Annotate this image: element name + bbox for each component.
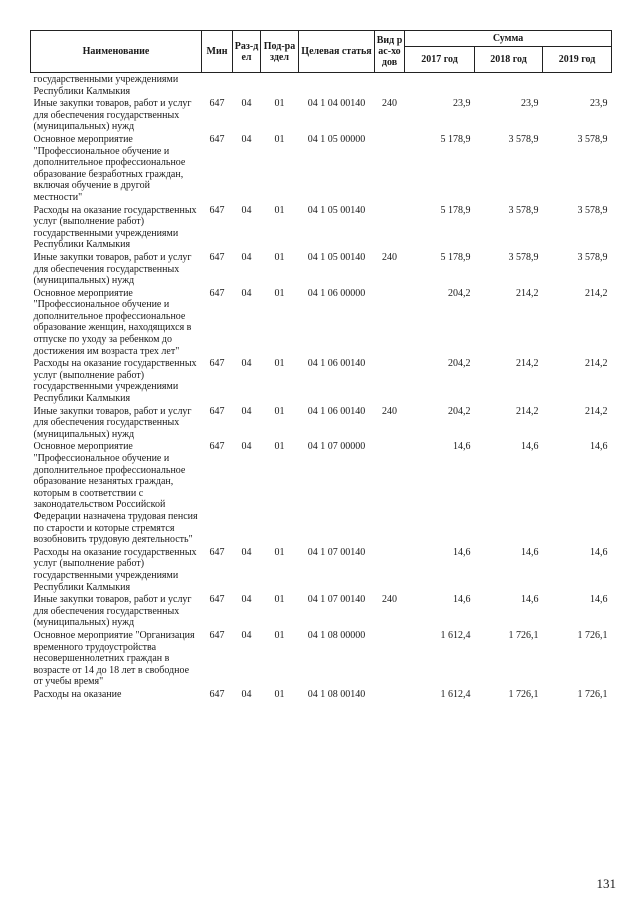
row-razdel: 04: [241, 358, 252, 370]
row-sum-2018: 14,6: [521, 441, 539, 453]
row-sum-2017: 23,9: [453, 98, 471, 110]
row-name: Расходы на оказание государственных услуг (выполнение работ) государственными учреждениями Республики Калмыкия: [33, 358, 197, 405]
row-vid: [375, 688, 405, 701]
row-sum-2018: 1 726,1: [508, 688, 539, 700]
row-sum-2018: 23,9: [521, 98, 539, 110]
table-row: [31, 204, 612, 251]
row-sum-2018: 3 578,9: [508, 204, 539, 216]
header-vid: Вид рас-ходов: [375, 31, 405, 73]
row-min: 647: [209, 98, 225, 110]
row-sum-2019: 14,6: [590, 594, 608, 606]
row-name: Основное мероприятие "Профессиональное обучение и дополнительное профессиональное образование безработных граждан, включая обучение в другой местности": [33, 133, 186, 203]
table-row: [31, 629, 612, 688]
row-sum-2019: 1 726,1: [577, 688, 608, 700]
row-vid: [375, 546, 405, 593]
row-razdel: 04: [241, 251, 252, 263]
row-min: 647: [209, 251, 225, 263]
row-target: 04 1 05 00000: [307, 133, 366, 145]
row-razdel: 04: [241, 688, 252, 700]
row-podrazdel: 01: [274, 688, 285, 700]
row-sum-2018: 1 726,1: [508, 629, 539, 641]
row-target: [299, 73, 375, 98]
table-row: [31, 688, 612, 701]
row-razdel: 04: [241, 441, 252, 453]
row-min: 647: [209, 594, 225, 606]
row-podrazdel: 01: [274, 629, 285, 641]
table-row: [31, 357, 612, 404]
row-sum-2017: 204,2: [448, 405, 471, 417]
row-vid: [375, 357, 405, 404]
row-target: 04 1 08 00140: [307, 688, 366, 700]
row-vid: 240: [382, 251, 397, 263]
row-razdel: 04: [241, 629, 252, 641]
row-razdel: 04: [241, 204, 252, 216]
row-podrazdel: 01: [274, 98, 285, 110]
row-sum-2018: 3 578,9: [508, 251, 539, 263]
row-sum-2018: 214,2: [516, 405, 539, 417]
row-sum-2017: 14,6: [453, 441, 471, 453]
row-sum-2018: 14,6: [521, 546, 539, 558]
row-min: 647: [209, 629, 225, 641]
header-2018: 2018 год: [475, 47, 543, 73]
row-min: 647: [209, 546, 225, 558]
row-vid: [375, 204, 405, 251]
table-header: [31, 31, 612, 73]
row-min: [202, 73, 233, 98]
row-sum-2018: 3 578,9: [508, 133, 539, 145]
row-vid: 240: [382, 594, 397, 606]
row-sum-2017: 204,2: [448, 287, 471, 299]
row-sum-2017: 1 612,4: [440, 688, 471, 700]
table-row: [31, 440, 612, 545]
row-sum-2019: 3 578,9: [577, 251, 608, 263]
header-sum: Сумма: [405, 31, 612, 47]
row-sum-2018: 14,6: [521, 594, 539, 606]
row-target: 04 1 07 00000: [307, 441, 366, 453]
row-vid: [375, 133, 405, 204]
row-min: 647: [209, 287, 225, 299]
page-number: 131: [596, 876, 616, 891]
row-name: Расходы на оказание государственных услуг (выполнение работ) государственными учреждениями Республики Калмыкия: [33, 204, 197, 251]
row-name: Расходы на оказание: [33, 688, 122, 700]
row-sum-2019: 3 578,9: [577, 133, 608, 145]
header-razdel: Раз-дел: [233, 31, 261, 73]
budget-table: [30, 30, 612, 700]
row-min: 647: [209, 358, 225, 370]
row-sum-2019: [543, 73, 612, 98]
row-sum-2017: 14,6: [453, 594, 471, 606]
row-min: 647: [209, 441, 225, 453]
row-target: 04 1 05 00140: [307, 251, 366, 263]
row-target: 04 1 06 00140: [307, 405, 366, 417]
row-podrazdel: 01: [274, 441, 285, 453]
row-min: 647: [209, 688, 225, 700]
row-razdel: 04: [241, 594, 252, 606]
row-name: Иные закупки товаров, работ и услуг для обеспечения государственных (муниципальных) нужд: [33, 594, 192, 629]
row-sum-2017: 1 612,4: [440, 629, 471, 641]
header-2019: 2019 год: [543, 47, 612, 73]
row-name: Основное мероприятие "Профессиональное обучение и дополнительное профессиональное образование женщин, находящихся в отпуске по уходу за ребенком до достижения им возраста трех лет": [33, 287, 192, 357]
row-name: Основное мероприятие "Профессиональное обучение и дополнительное профессиональное образование незанятых граждан, которым в соответствии с законодательством Российской Федерации назначена трудовая пенсия по старости и которые стремятся возобновить трудовую деятельность": [33, 441, 198, 546]
row-target: 04 1 08 00000: [307, 629, 366, 641]
row-sum-2019: 14,6: [590, 546, 608, 558]
row-sum-2017: 204,2: [448, 358, 471, 370]
table-row: [31, 287, 612, 358]
row-razdel: [233, 73, 261, 98]
row-sum-2019: 214,2: [585, 358, 608, 370]
row-vid: 240: [382, 98, 397, 110]
row-name: Иные закупки товаров, работ и услуг для обеспечения государственных (муниципальных) нужд: [33, 251, 192, 287]
row-sum-2018: 214,2: [516, 287, 539, 299]
table-row: [31, 73, 612, 98]
row-min: 647: [209, 133, 225, 145]
row-target: 04 1 04 00140: [307, 98, 366, 110]
row-podrazdel: 01: [274, 204, 285, 216]
row-sum-2017: 14,6: [453, 546, 471, 558]
row-sum-2017: 5 178,9: [440, 133, 471, 145]
row-vid: [375, 440, 405, 545]
row-target: 04 1 06 00140: [307, 358, 366, 370]
row-vid: [375, 287, 405, 358]
table-row: [31, 405, 612, 441]
row-podrazdel: 01: [274, 594, 285, 606]
table-body: [31, 73, 612, 701]
header-2017: 2017 год: [405, 47, 475, 73]
row-podrazdel: 01: [274, 251, 285, 263]
row-vid: [375, 629, 405, 688]
row-sum-2019: 214,2: [585, 287, 608, 299]
row-sum-2017: 5 178,9: [440, 204, 471, 216]
row-min: 647: [209, 405, 225, 417]
row-podrazdel: 01: [274, 405, 285, 417]
row-name: государственными учреждениями Республики Калмыкия: [33, 74, 179, 97]
table-row: [31, 133, 612, 204]
row-podrazdel: 01: [274, 546, 285, 558]
header-min: Мин: [202, 31, 233, 73]
table-row: [31, 546, 612, 593]
header-podrazdel: Под-раздел: [261, 31, 299, 73]
row-sum-2017: 5 178,9: [440, 251, 471, 263]
row-razdel: 04: [241, 287, 252, 299]
row-sum-2019: 1 726,1: [577, 629, 608, 641]
row-sum-2018: 214,2: [516, 358, 539, 370]
row-podrazdel: [261, 73, 299, 98]
row-sum-2019: 214,2: [585, 405, 608, 417]
table-row: [31, 593, 612, 629]
row-target: 04 1 07 00140: [307, 546, 366, 558]
row-name: Основное мероприятие "Организация временного трудоустройства несовершеннолетних граждан в возрасте от 14 до 18 лет в свободное от учебы время": [33, 629, 195, 688]
row-name: Иные закупки товаров, работ и услуг для обеспечения государственных (муниципальных) нужд: [33, 405, 192, 440]
row-razdel: 04: [241, 133, 252, 145]
row-podrazdel: 01: [274, 358, 285, 370]
row-target: 04 1 06 00000: [307, 287, 366, 299]
row-min: 647: [209, 204, 225, 216]
header-target: Целевая статья: [299, 31, 375, 73]
table-row: [31, 97, 612, 133]
row-name: Расходы на оказание государственных услуг (выполнение работ) государственными учреждениями Республики Калмыкия: [33, 546, 197, 593]
row-name: Иные закупки товаров, работ и услуг для обеспечения государственных (муниципальных) нужд: [33, 98, 192, 133]
row-sum-2017: [405, 73, 475, 98]
header-name: Наименование: [31, 31, 202, 73]
row-vid: 240: [382, 405, 397, 417]
row-podrazdel: 01: [274, 287, 285, 299]
row-podrazdel: 01: [274, 133, 285, 145]
row-sum-2019: 3 578,9: [577, 204, 608, 216]
row-sum-2019: 14,6: [590, 441, 608, 453]
row-sum-2019: 23,9: [590, 98, 608, 110]
row-sum-2018: [475, 73, 543, 98]
row-razdel: 04: [241, 546, 252, 558]
row-target: 04 1 07 00140: [307, 594, 366, 606]
row-razdel: 04: [241, 405, 252, 417]
table-row: [31, 251, 612, 287]
row-target: 04 1 05 00140: [307, 204, 366, 216]
row-vid: [375, 73, 405, 98]
row-razdel: 04: [241, 98, 252, 110]
